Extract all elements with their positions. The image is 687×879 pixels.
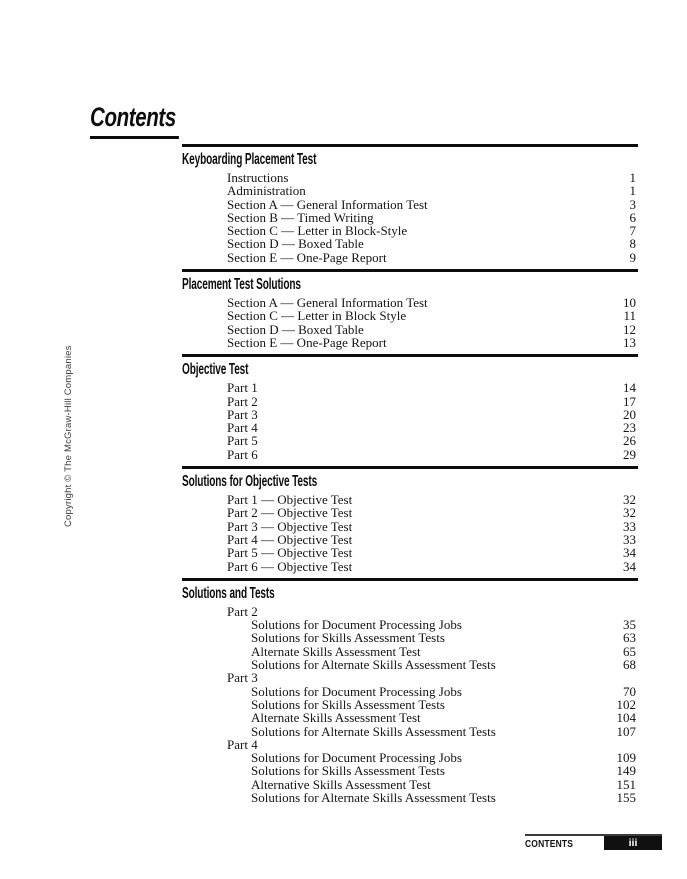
toc-entry-label: Part 6 — Objective Test — [227, 558, 353, 574]
toc-entry-row — [182, 764, 638, 777]
toc-section-heading — [182, 276, 638, 293]
toc-entry-label: Section D — Boxed Table — [227, 321, 364, 337]
toc-entry-row — [182, 224, 638, 237]
toc-entry-page-number: 107 — [616, 723, 636, 739]
toc-entry-row — [182, 381, 638, 394]
toc-section — [182, 269, 638, 354]
toc-entry-row — [182, 296, 638, 309]
toc-section-heading-label: Keyboarding Placement Test — [182, 151, 317, 168]
toc-entry-row — [182, 645, 638, 658]
toc-entry-row — [182, 448, 638, 461]
toc-entry-row — [182, 546, 638, 559]
toc-entry-row — [182, 251, 638, 264]
toc-section — [182, 354, 638, 466]
toc-entry-page-number: 34 — [623, 558, 636, 574]
toc-entry-page-number: 6 — [629, 209, 636, 225]
toc-entry-row — [182, 658, 638, 671]
toc-section-heading — [182, 585, 638, 602]
toc-entry-row — [182, 605, 638, 618]
toc-entry-row — [182, 631, 638, 644]
toc-entry-row — [182, 533, 638, 546]
toc-entry-row — [182, 211, 638, 224]
toc-entry-row — [182, 323, 638, 336]
toc-entry-page-number: 35 — [623, 617, 636, 633]
page-title: Contents — [90, 104, 179, 139]
toc-entry-label: Solutions for Document Processing Jobs — [251, 750, 462, 766]
toc-entry-page-number: 11 — [623, 308, 636, 324]
toc-entry-row — [182, 184, 638, 197]
toc-entry-page-number: 1 — [629, 183, 636, 199]
toc-entry-page-number: 70 — [623, 683, 636, 699]
toc-entry-page-number: 14 — [623, 380, 636, 396]
toc-entry-row — [182, 685, 638, 698]
toc-entry-row — [182, 506, 638, 519]
page-footer — [525, 834, 662, 850]
toc-entry-row — [182, 698, 638, 711]
toc-entry-label: Section A — General Information Test — [227, 295, 428, 311]
toc-section — [182, 144, 638, 269]
toc-entry-row — [182, 395, 638, 408]
toc-entry-page-number: 13 — [623, 334, 636, 350]
toc-entry-page-number: 7 — [629, 223, 636, 239]
toc-entry-label: Section C — Letter in Block Style — [227, 308, 407, 324]
toc-entry-page-number: 32 — [623, 505, 636, 521]
toc-entry-label: Alternate Skills Assessment Test — [251, 643, 421, 659]
toc-entry-row — [182, 751, 638, 764]
toc-entry-page-number: 12 — [623, 321, 636, 337]
toc-entry-label: Section A — General Information Test — [227, 196, 428, 212]
toc-entry-label: Section E — One-Page Report — [227, 334, 387, 350]
toc-entry-row — [182, 421, 638, 434]
toc-entry-page-number: 32 — [623, 492, 636, 508]
toc-entry-row — [182, 778, 638, 791]
copyright-sidebar-text: Copyright © The McGraw-Hill Companies — [63, 345, 74, 527]
toc-entry-label: Part 3 — Objective Test — [227, 518, 353, 534]
toc-section-heading — [182, 473, 638, 490]
toc-entry-row — [182, 738, 638, 751]
toc-entry-row — [182, 618, 638, 631]
toc-entry-page-number: 33 — [623, 531, 636, 547]
toc-section — [182, 578, 638, 809]
toc-entry-label: Solutions for Alternate Skills Assessment Tests — [251, 723, 496, 739]
toc-entry-label: Part 1 — Objective Test — [227, 492, 353, 508]
toc-entry-row — [182, 711, 638, 724]
toc-entry-page-number: 34 — [623, 545, 636, 561]
footer-section-label: CONTENTS — [525, 839, 574, 850]
toc-entry-label: Section B — Timed Writing — [227, 209, 374, 225]
toc-entry-page-number: 63 — [623, 630, 636, 646]
toc-entry-label: Solutions for Skills Assessment Tests — [251, 696, 445, 712]
toc-entry-label: Solutions for Skills Assessment Tests — [251, 630, 445, 646]
toc-entry-page-number: 17 — [623, 393, 636, 409]
toc-entry-page-number: 3 — [629, 196, 636, 212]
toc-entry-page-number: 65 — [623, 643, 636, 659]
toc-entry-label: Part 2 — [227, 603, 258, 619]
toc-entry-label: Part 2 — [227, 393, 258, 409]
toc-entry-row — [182, 434, 638, 447]
toc-section-heading — [182, 361, 638, 378]
footer-page-number-box — [604, 836, 662, 850]
toc-entry-page-number: 149 — [616, 763, 636, 779]
toc-entry-row — [182, 493, 638, 506]
toc-entry-label: Solutions for Alternate Skills Assessment Tests — [251, 657, 496, 673]
toc-entry-label: Part 6 — [227, 446, 258, 462]
toc-entry-label: Instructions — [227, 170, 289, 185]
toc-entry-page-number: 155 — [616, 789, 636, 805]
toc-entry-label: Administration — [227, 183, 306, 199]
toc-section — [182, 466, 638, 578]
toc-section-heading-label: Placement Test Solutions — [182, 276, 301, 294]
toc-entry-label: Part 4 — [227, 736, 258, 752]
toc-entry-label: Alternative Skills Assessment Test — [251, 776, 431, 792]
toc-entry-label: Part 5 — Objective Test — [227, 545, 353, 561]
toc-entry-page-number: 102 — [616, 696, 636, 712]
toc-entry-page-number: 29 — [623, 446, 636, 462]
table-of-contents — [182, 144, 638, 809]
toc-entry-label: Alternate Skills Assessment Test — [251, 710, 421, 726]
toc-section-heading-label: Objective Test — [182, 361, 249, 379]
toc-entry-page-number: 23 — [623, 420, 636, 436]
toc-entry-row — [182, 671, 638, 684]
toc-entry-page-number: 104 — [616, 710, 636, 726]
toc-entry-label: Section D — Boxed Table — [227, 236, 364, 252]
toc-entry-label: Section E — One-Page Report — [227, 249, 387, 265]
toc-entry-row — [182, 725, 638, 738]
toc-section-heading-label: Solutions for Objective Tests — [182, 473, 318, 491]
toc-entry-page-number: 68 — [623, 657, 636, 673]
toc-entry-row — [182, 408, 638, 421]
toc-entry-row — [182, 791, 638, 804]
toc-entry-label: Solutions for Skills Assessment Tests — [251, 763, 445, 779]
footer-page-number: iii — [628, 837, 638, 849]
toc-entry-label: Part 5 — [227, 433, 258, 449]
toc-entry-row — [182, 309, 638, 322]
toc-entry-label: Solutions for Document Processing Jobs — [251, 683, 462, 699]
toc-entry-page-number: 33 — [623, 518, 636, 534]
toc-entry-page-number: 151 — [616, 776, 636, 792]
toc-section-heading — [182, 151, 638, 168]
toc-entry-page-number: 1 — [629, 170, 636, 185]
toc-section-heading-label: Solutions and Tests — [182, 584, 275, 602]
toc-entry-label: Solutions for Alternate Skills Assessment Tests — [251, 789, 496, 805]
toc-entry-label: Part 2 — Objective Test — [227, 505, 353, 521]
toc-entry-label: Part 4 — Objective Test — [227, 531, 353, 547]
toc-entry-label: Solutions for Document Processing Jobs — [251, 617, 462, 633]
toc-entry-row — [182, 171, 638, 184]
toc-entry-label: Part 4 — [227, 420, 258, 436]
toc-entry-page-number: 109 — [616, 750, 636, 766]
toc-entry-page-number: 20 — [623, 406, 636, 422]
toc-entry-row — [182, 336, 638, 349]
toc-entry-page-number: 9 — [629, 249, 636, 265]
toc-entry-row — [182, 560, 638, 573]
toc-entry-row — [182, 237, 638, 250]
toc-entry-row — [182, 520, 638, 533]
toc-entry-page-number: 8 — [629, 236, 636, 252]
toc-entry-label: Section C — Letter in Block-Style — [227, 223, 408, 239]
toc-entry-label: Part 1 — [227, 380, 258, 396]
toc-entry-label: Part 3 — [227, 670, 258, 686]
toc-entry-row — [182, 198, 638, 211]
toc-entry-page-number: 10 — [623, 295, 636, 311]
toc-entry-page-number: 26 — [623, 433, 636, 449]
toc-entry-label: Part 3 — [227, 406, 258, 422]
